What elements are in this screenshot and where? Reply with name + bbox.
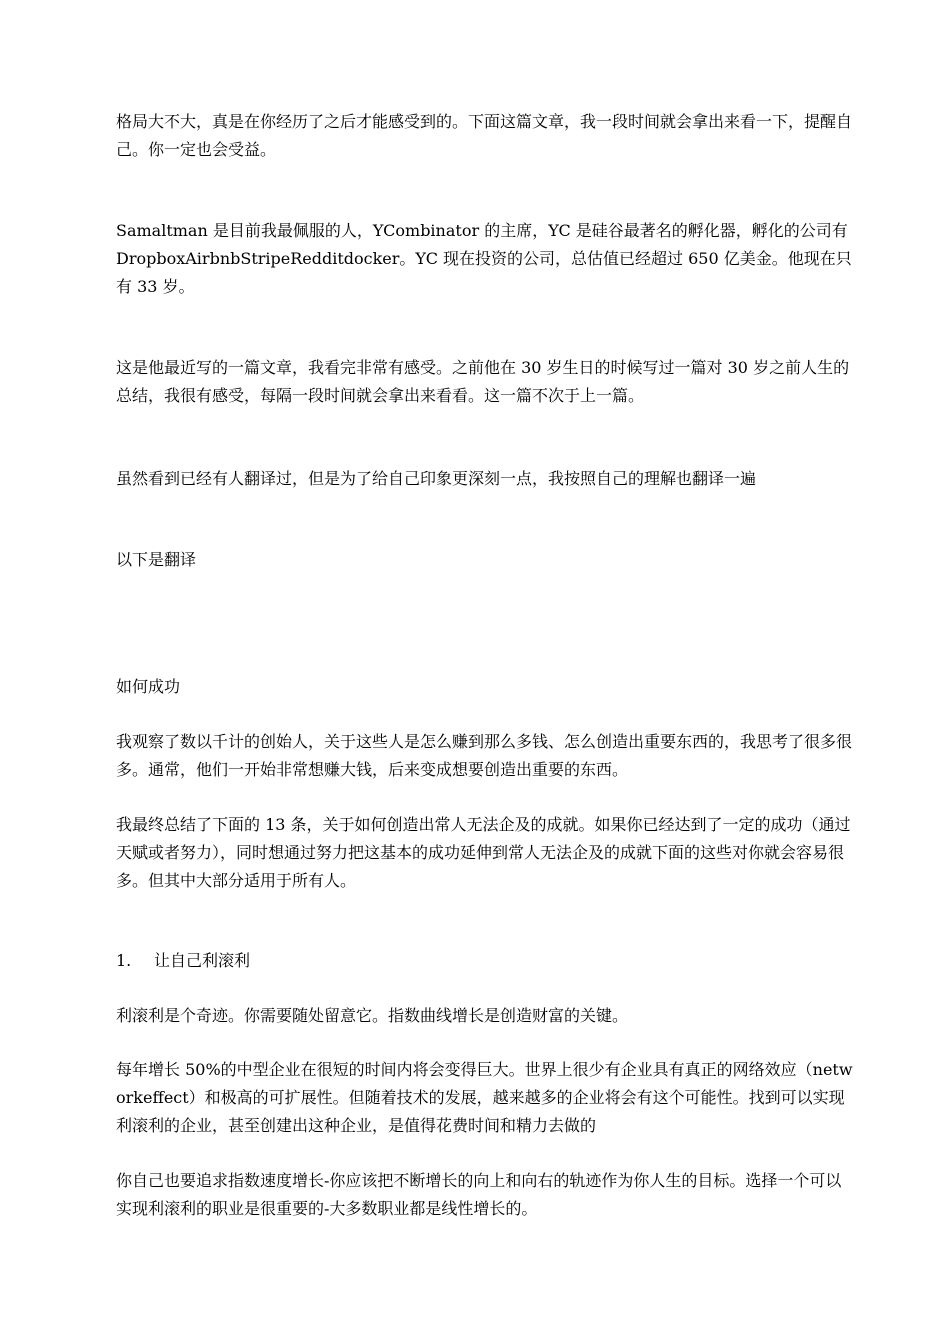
translation-heading: 以下是翻译 — [116, 550, 197, 569]
section-1-number: 1. — [116, 951, 132, 970]
article-context-paragraph: 这是他最近写的一篇文章，我看完非常有感受。之前他在 30 岁生日的时候写过一篇对 30 岁之前人生的总结，我很有感受，每隔一段时间就会拿出来看看。这一篇不次于上一篇。 — [116, 358, 850, 405]
article-title: 如何成功 — [116, 677, 181, 696]
author-intro-paragraph: Samaltman 是目前我最佩服的人，YCombinator 的主席，YC 是硅谷最著名的孵化器，孵化的公司有 DropboxAirbnbStripeRedditdocker。YC 现在投资的公司，总估值已经超过 650 亿美金。他现在只有 33 岁。 — [116, 221, 852, 296]
translation-note-paragraph: 虽然看到已经有人翻译过，但是为了给自己印象更深刻一点，我按照自己的理解也翻译一遍 — [116, 469, 757, 488]
summary-paragraph: 我最终总结了下面的 13 条，关于如何创造出常人无法企及的成就。如果你已经达到了一定的成功（通过天赋或者努力），同时想通过努力把这基本的成功延伸到常人无法企及的成就下面的这些对你就会容易很多。但其中大部分适用于所有人。 — [116, 815, 851, 890]
section-1-title: 让自己利滚利 — [154, 951, 251, 970]
section-1-heading — [116, 947, 854, 975]
section-1-paragraph-1: 利滚利是个奇迹。你需要随处留意它。指数曲线增长是创造财富的关键。 — [116, 1006, 629, 1025]
section-1-paragraph-2: 每年增长 50%的中型企业在很短的时间内将会变得巨大。世界上很少有企业具有真正的网络效应（networkeffect）和极高的可扩展性。但随着技术的发展，越来越多的企业将会有这个可能性。找到可以实现利滚利的企业，甚至创建出这种企业，是值得花费时间和精力去做的 — [116, 1060, 853, 1135]
observation-paragraph: 我观察了数以千计的创始人，关于这些人是怎么赚到那么多钱、怎么创造出重要东西的，我思考了很多很多。通常，他们一开始非常想赚大钱，后来变成想要创造出重要的东西。 — [116, 732, 853, 779]
section-1-paragraph-3: 你自己也要追求指数速度增长-你应该把不断增长的向上和向右的轨迹作为你人生的目标。选择一个可以实现利滚利的职业是很重要的-大多数职业都是线性增长的。 — [116, 1171, 842, 1218]
intro-paragraph: 格局大不大，真是在你经历了之后才能感受到的。下面这篇文章，我一段时间就会拿出来看一下，提醒自己。你一定也会受益。 — [116, 112, 853, 159]
